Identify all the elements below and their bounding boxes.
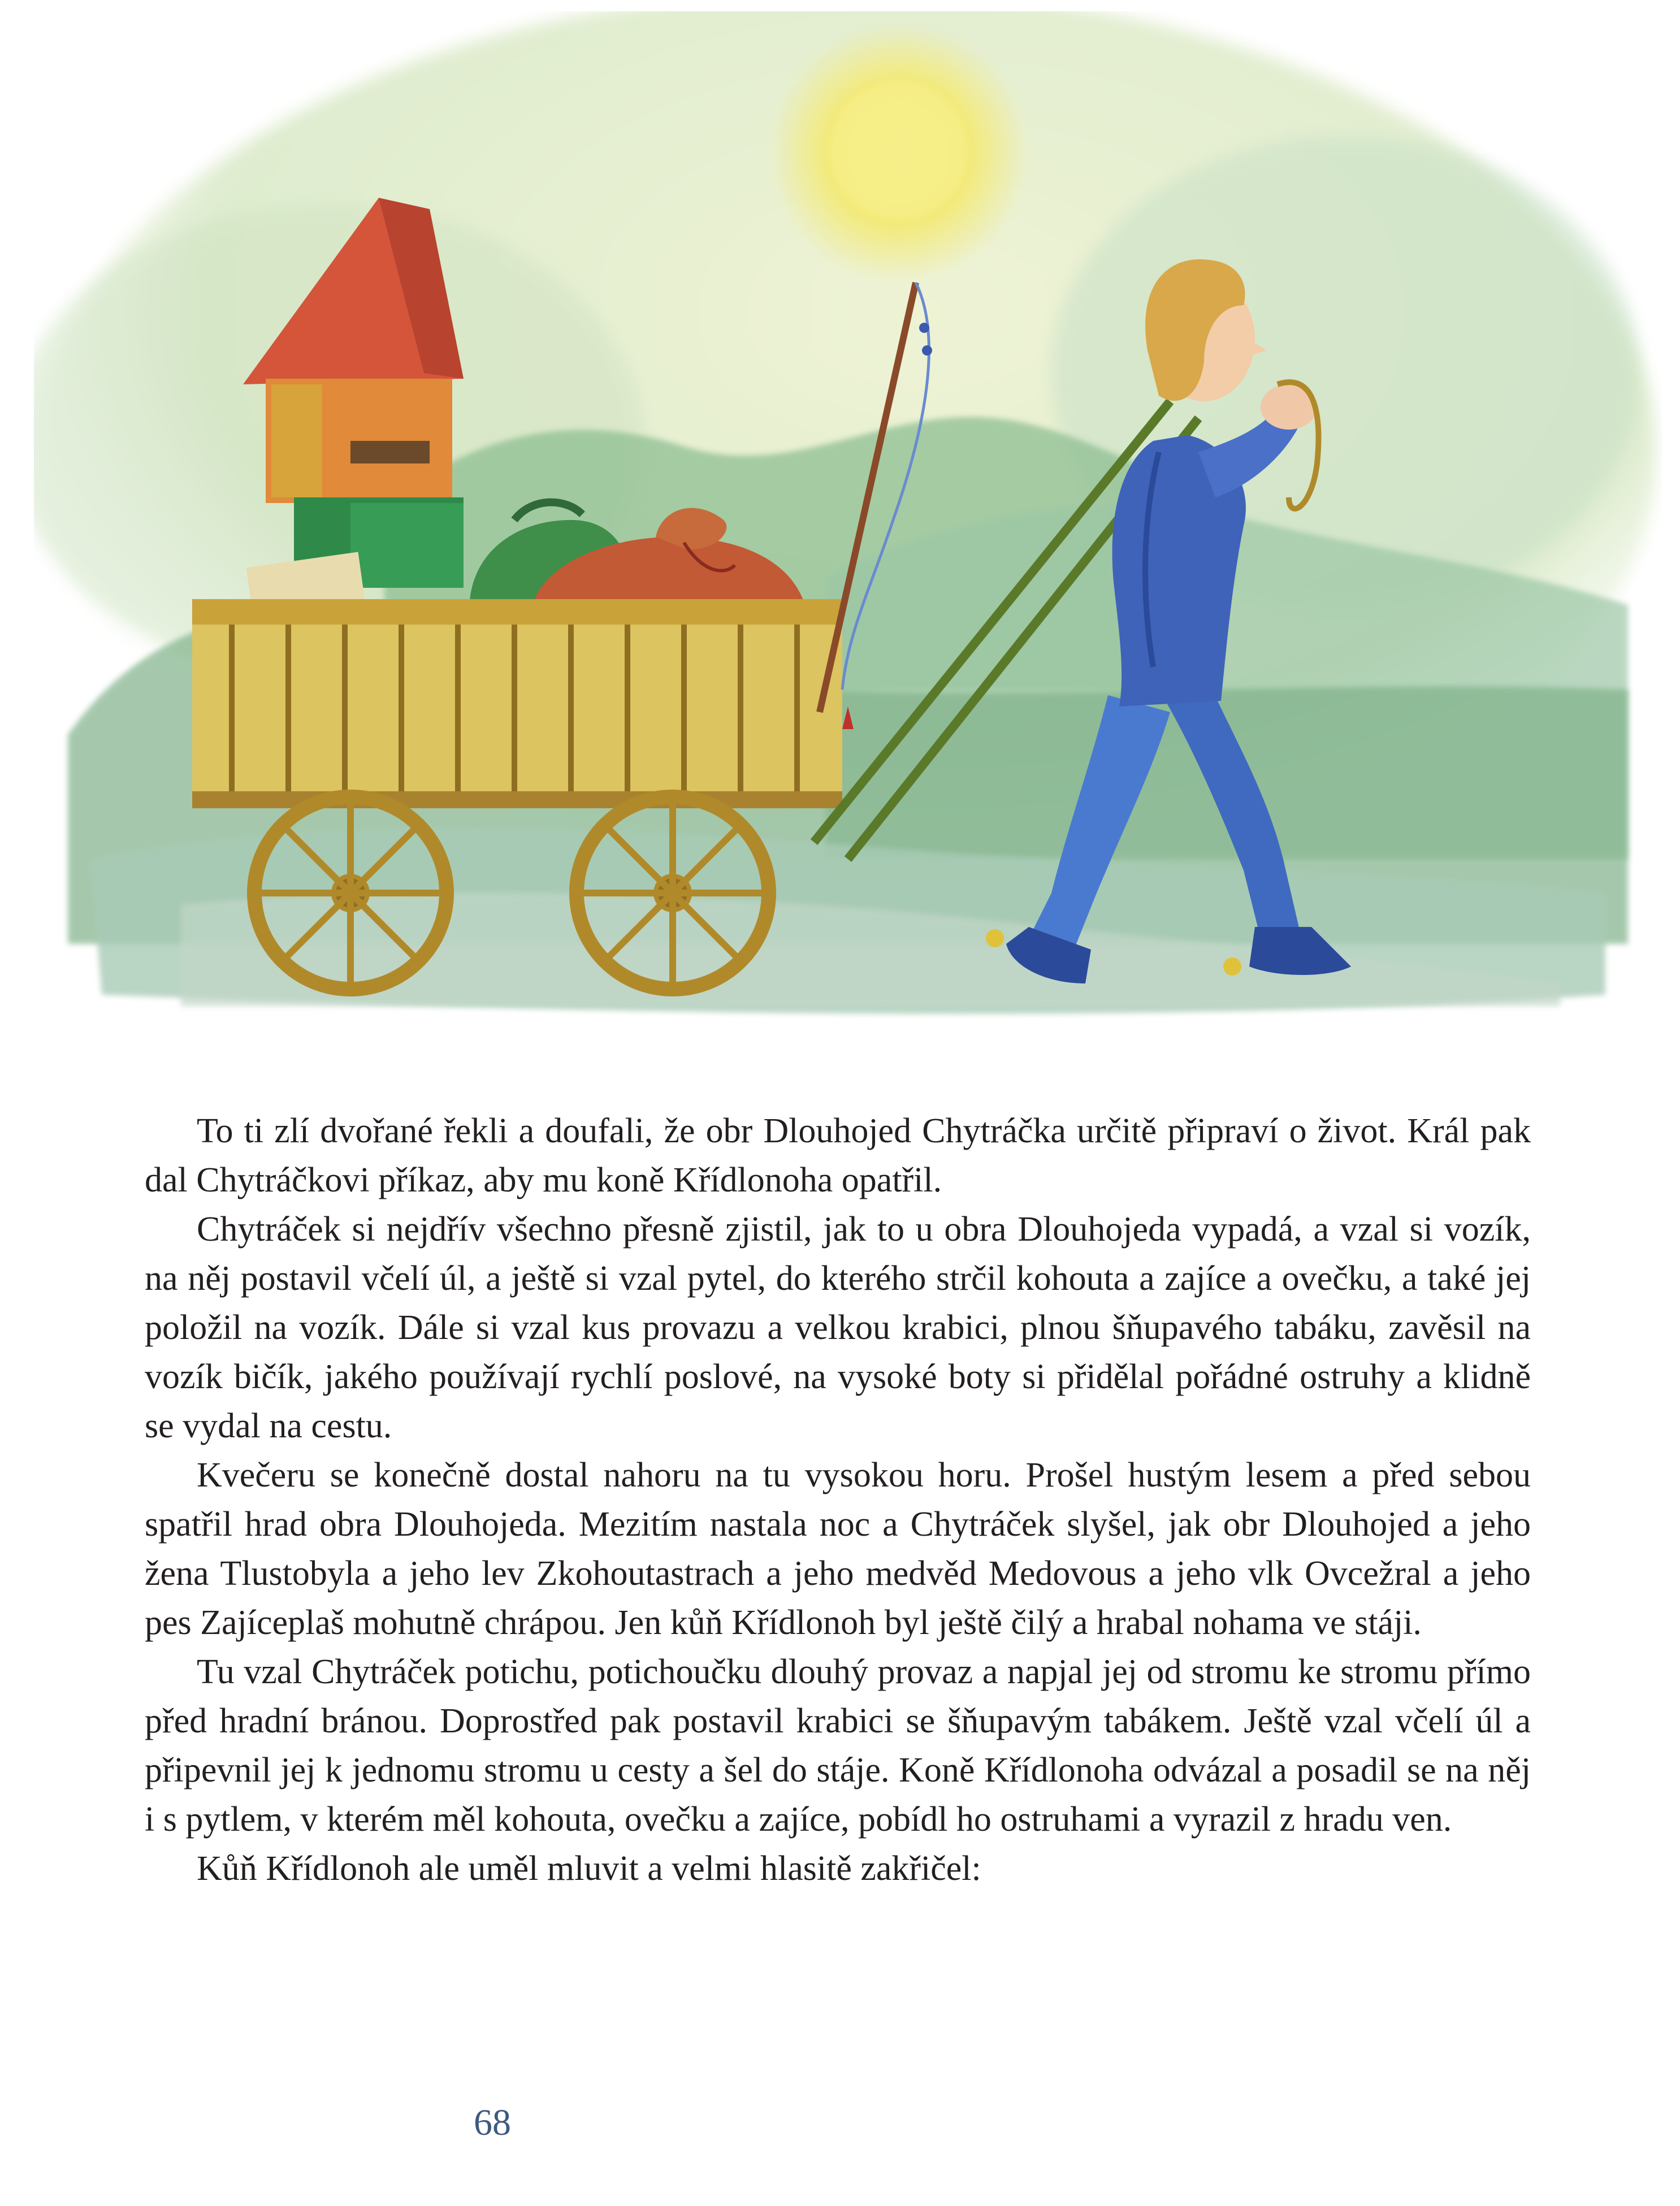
- paragraph: Kvečeru se konečně dostal nahoru na tu vysokou horu. Prošel hustým lesem a před sebou spatřil hrad obra Dlouhojeda. Mezitím nastala noc a Chytráček slyšel, jak obr Dlouhojed a jeho žena Tlustobyla a jeho lev Zkohoutastrach a jeho medvěd Medovous a jeho vlk Ovcežral a jeho pes Zajíceplaš mohutně chrápou. Jen kůň Křídlonoh byl ještě čilý a hrabal nohama ve stáji.: [145, 1456, 1531, 1642]
- wagon: [192, 599, 842, 808]
- paragraph: Kůň Křídlonoh ale uměl mluvit a velmi hlasitě zakřičel:: [197, 1849, 981, 1888]
- sun: [769, 23, 1029, 283]
- paragraph: Chytráček si nejdřív všechno přesně zjistil, jak to u obra Dlouhojeda vypadá, a vzal si vozík, na něj postavil včelí úl, a ještě si vzal pytel, do kterého strčil kohouta a zajíce a ovečku, a také jej položil na vozík. Dále si vzal kus provazu a velkou krabici, plnou šňupavého tabáku, zavěsil na vozík bičík, jakého používají rychlí poslové, na vysoké boty si přidělal pořádné ostruhy a klidně se vydal na cestu.: [145, 1210, 1531, 1445]
- paragraph: Tu vzal Chytráček potichu, potichoučku dlouhý provaz a napjal jej od stromu ke stromu přímo před hradní bránou. Doprostřed pak postavil krabici se šňupavým tabákem. Ještě vzal včelí úl a připevnil jej k jednomu stromu u cesty a šel do stáje. Koně Křídlonoha odvázal a posadil se na něj i s pytlem, v kterém měl kohouta, ovečku a zajíce, pobídl ho ostruhami a vyrazil z hradu ven.: [145, 1653, 1531, 1839]
- page-number: 68: [474, 2102, 511, 2143]
- illustration-boy-pulling-wagon: [34, 11, 1662, 1046]
- body-text: [145, 1107, 1531, 1893]
- paragraph: To ti zlí dvořané řekli a doufali, že obr Dlouhojed Chytráčka určitě připraví o život. Král pak dal Chytráčkovi příkaz, aby mu koně Křídlonoha opatřil.: [145, 1112, 1531, 1199]
